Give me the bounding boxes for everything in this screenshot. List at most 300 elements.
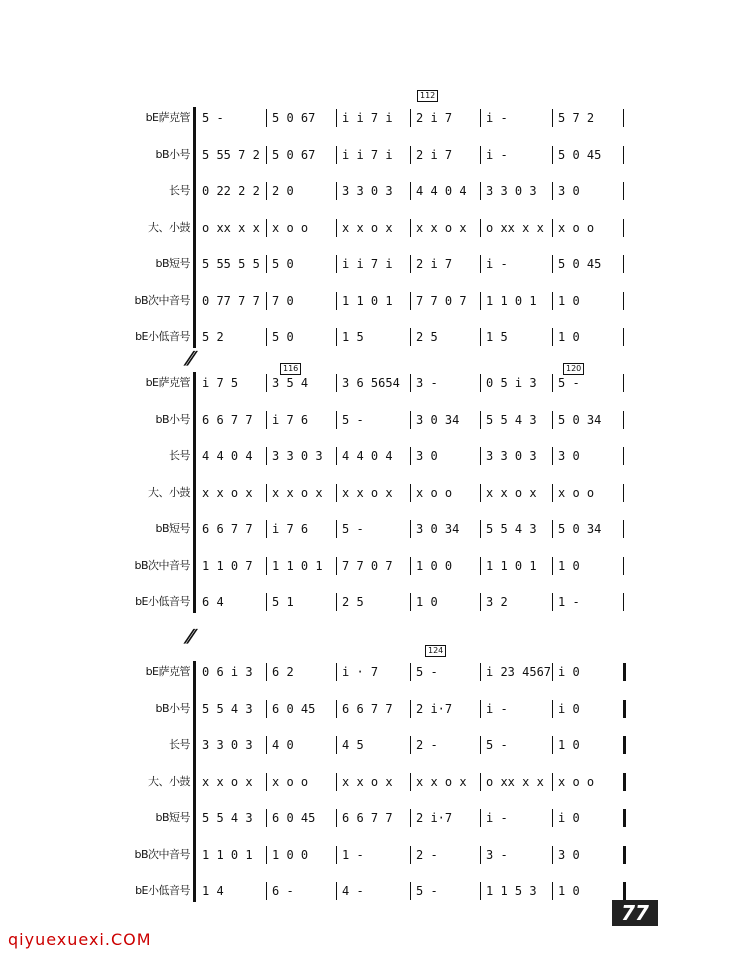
barline [480,484,481,502]
barline [623,255,624,273]
measure-notation: 1 4 [202,884,224,898]
barline [552,182,553,200]
barline [336,593,337,611]
section-break-mark: // [182,626,195,647]
measure-notation: 0 22 2 2 [202,184,260,198]
barline [552,447,553,465]
measure-notation: 1 - [342,847,364,862]
measure-notation: 6 6 7 7 [202,412,253,427]
measure-notation: 2 5 [342,595,364,609]
instrument-label: 大、小鼓 [148,774,190,788]
instrument-label: bE萨克管 [145,665,190,678]
barline [480,109,481,127]
barline [480,292,481,310]
measure-notation: x o o [558,485,595,500]
barline [410,663,411,681]
barline [410,328,411,346]
instrument-row [0,551,750,581]
measure-notation: 5 7 2 [558,111,595,125]
barline [266,557,267,575]
barline [410,447,411,465]
barline [623,557,624,575]
barline [336,328,337,346]
barline [266,882,267,900]
barline [552,328,553,346]
barline [266,109,267,127]
measure-notation: 5 0 67 [272,111,316,125]
measure-notation: 2 i 7 [416,257,453,271]
measure-notation: 6 2 [272,665,294,679]
measure-notation: 5 55 5 5 [202,257,260,271]
watermark: qiyuexuexi.COM [8,930,152,949]
barline [623,411,624,429]
measure-notation: 5 5 4 3 [202,701,253,716]
measure-notation: 1 0 0 [416,558,453,573]
barline [410,411,411,429]
measure-notation: i 7 6 [272,412,309,427]
barline [623,663,626,681]
instrument-label: 大、小鼓 [148,485,190,499]
instrument-label: 长号 [169,738,190,751]
instrument-label: 大、小鼓 [148,220,190,234]
barline [552,146,553,164]
instrument-row [0,694,750,724]
barline [266,809,267,827]
barline [623,520,624,538]
measure-notation: 5 0 45 [558,147,602,162]
measure-notation: i 0 [558,701,580,716]
barline [336,447,337,465]
measure-notation: 2 - [416,847,438,862]
barline [410,146,411,164]
barline [623,700,626,718]
measure-notation: 6 6 7 7 [342,701,393,716]
barline [623,109,624,127]
barline [336,736,337,754]
instrument-row [0,405,750,435]
measure-notation: 2 0 [272,184,294,198]
barline [552,846,553,864]
measure-notation: 2 i 7 [416,111,453,125]
barline [410,292,411,310]
barline [552,411,553,429]
measure-notation: 5 5 4 3 [486,522,537,536]
measure-notation: x x o x [202,774,253,789]
barline [480,219,481,237]
barline [336,219,337,237]
measure-notation: 1 1 0 1 [486,558,537,573]
barline [480,182,481,200]
barline [623,447,624,465]
measure-notation: x o o [558,774,595,789]
barline [552,882,553,900]
measure-notation: 3 3 0 3 [486,184,537,198]
barline [336,846,337,864]
barline [480,374,481,392]
barline [266,520,267,538]
measure-notation: 5 - [486,738,508,752]
measure-notation: x o o [416,485,453,500]
instrument-label: bB次中音号 [134,558,190,572]
barline [623,736,626,754]
barline [336,484,337,502]
barline [552,374,553,392]
measure-notation: o xx x x [486,220,544,235]
barline [552,520,553,538]
instrument-row [0,876,750,906]
barline [480,773,481,791]
measure-notation: 7 7 0 7 [416,293,467,308]
measure-notation: 5 0 45 [558,257,602,271]
barline [336,255,337,273]
measure-notation: 3 5 4 [272,376,309,390]
instrument-row [0,103,750,133]
measure-notation: 5 - [416,665,438,679]
instrument-row [0,657,750,687]
barline [410,484,411,502]
rehearsal-mark: 124 [425,645,446,657]
barline [266,374,267,392]
measure-notation: 1 0 [558,558,580,573]
measure-notation: 7 7 0 7 [342,558,393,573]
barline [410,520,411,538]
barline [336,374,337,392]
measure-notation: 1 0 [558,293,580,308]
measure-notation: 3 3 0 3 [202,738,253,752]
instrument-row [0,322,750,352]
measure-notation: x x o x [416,774,467,789]
measure-notation: i - [486,147,508,162]
instrument-label: bB小号 [155,412,190,426]
barline [623,809,626,827]
instrument-label: bB小号 [155,147,190,161]
barline [480,520,481,538]
instrument-label: bB次中音号 [134,847,190,861]
measure-notation: x o o [272,220,309,235]
barline [266,182,267,200]
barline [410,736,411,754]
measure-notation: i - [486,811,508,825]
barline [336,109,337,127]
measure-notation: 5 2 [202,330,224,344]
instrument-label: bB小号 [155,701,190,715]
barline [336,146,337,164]
barline [623,219,624,237]
measure-notation: x x o x [202,485,253,500]
measure-notation: 4 4 0 4 [342,449,393,463]
barline [552,809,553,827]
measure-notation: 5 0 67 [272,147,316,162]
instrument-row [0,213,750,243]
measure-notation: 4 4 0 4 [202,449,253,463]
barline [480,846,481,864]
section-break-mark: // [182,348,195,369]
barline [623,146,624,164]
barline [266,846,267,864]
measure-notation: 5 0 34 [558,412,602,427]
measure-notation: 5 - [558,376,580,390]
measure-notation: 1 0 [416,595,438,609]
barline [480,663,481,681]
barline [336,411,337,429]
barline [480,255,481,273]
barline [410,219,411,237]
barline [410,700,411,718]
measure-notation: 4 0 [272,738,294,752]
instrument-row [0,176,750,206]
measure-notation: 5 - [342,522,364,536]
measure-notation: 7 0 [272,293,294,308]
instrument-row [0,249,750,279]
measure-notation: 4 - [342,884,364,898]
barline [410,846,411,864]
measure-notation: 5 - [202,111,224,125]
barline [410,773,411,791]
measure-notation: 1 1 5 3 [486,884,537,898]
measure-notation: 0 77 7 7 [202,293,260,308]
measure-notation: 1 5 [342,330,364,344]
barline [410,882,411,900]
barline [480,736,481,754]
barline [623,328,624,346]
instrument-label: bB短号 [155,811,190,824]
barline [410,109,411,127]
rehearsal-mark: 120 [563,363,584,375]
barline [266,146,267,164]
measure-notation: 3 0 [558,847,580,862]
barline [266,255,267,273]
instrument-row [0,803,750,833]
measure-notation: 1 5 [486,330,508,344]
measure-notation: 6 0 45 [272,701,316,716]
measure-notation: 1 1 0 1 [202,847,253,862]
measure-notation: 3 0 [416,449,438,463]
measure-notation: 3 - [416,376,438,390]
barline [480,447,481,465]
instrument-label: bE小低音号 [135,884,190,897]
barline [623,374,624,392]
barline [552,292,553,310]
barline [336,663,337,681]
instrument-label: bE萨克管 [145,376,190,389]
measure-notation: i 7 5 [202,376,239,390]
barline [552,484,553,502]
measure-notation: 3 - [486,847,508,862]
instrument-row [0,840,750,870]
measure-notation: 2 - [416,738,438,752]
measure-notation: 3 3 0 3 [486,449,537,463]
instrument-row [0,730,750,760]
measure-notation: 6 - [272,884,294,898]
instrument-row [0,286,750,316]
measure-notation: 5 0 [272,330,294,344]
measure-notation: 6 6 7 7 [342,811,393,825]
barline [552,663,553,681]
instrument-row [0,514,750,544]
barline [552,557,553,575]
page-number: 77 [612,900,658,926]
measure-notation: 1 0 [558,884,580,898]
measure-notation: x x o x [416,220,467,235]
measure-notation: 3 0 34 [416,522,460,536]
barline [480,700,481,718]
instrument-row [0,587,750,617]
instrument-label: bE萨克管 [145,111,190,124]
barline [552,700,553,718]
barline [623,773,626,791]
measure-notation: 5 - [342,412,364,427]
measure-notation: i i 7 i [342,257,393,271]
barline [336,882,337,900]
barline [623,484,624,502]
barline [623,292,624,310]
barline [552,109,553,127]
barline [266,219,267,237]
measure-notation: x x o x [272,485,323,500]
measure-notation: 2 i·7 [416,701,453,716]
instrument-row [0,368,750,398]
barline [410,255,411,273]
instrument-label: 长号 [169,449,190,462]
measure-notation: x x o x [342,774,393,789]
rehearsal-mark: 116 [280,363,301,375]
barline [552,219,553,237]
barline [552,593,553,611]
measure-notation: i - [486,257,508,271]
barline [336,182,337,200]
instrument-row [0,441,750,471]
barline [480,328,481,346]
barline [336,773,337,791]
measure-notation: 3 0 [558,449,580,463]
instrument-label: 长号 [169,184,190,197]
measure-notation: 0 5 i 3 [486,376,537,390]
barline [266,447,267,465]
barline [410,557,411,575]
barline [266,292,267,310]
barline [480,593,481,611]
barline [552,255,553,273]
barline [266,700,267,718]
barline [410,593,411,611]
barline [480,411,481,429]
measure-notation: x x o x [486,485,537,500]
barline [480,809,481,827]
measure-notation: 5 1 [272,595,294,609]
measure-notation: x x o x [342,485,393,500]
measure-notation: 4 5 [342,738,364,752]
measure-notation: 3 0 [558,184,580,198]
measure-notation: x x o x [342,220,393,235]
barline [266,736,267,754]
instrument-row [0,140,750,170]
measure-notation: 6 6 7 7 [202,522,253,536]
instrument-label: bE小低音号 [135,330,190,343]
measure-notation: i - [486,111,508,125]
measure-notation: x o o [558,220,595,235]
barline [336,809,337,827]
instrument-label: bB短号 [155,522,190,535]
barline [266,593,267,611]
instrument-row [0,767,750,797]
measure-notation: i 7 6 [272,522,309,536]
measure-notation: o xx x x [486,774,544,789]
barline [266,484,267,502]
measure-notation: i - [486,701,508,716]
barline [410,374,411,392]
barline [266,411,267,429]
measure-notation: 1 0 [558,330,580,344]
measure-notation: 6 0 45 [272,811,316,825]
instrument-row [0,478,750,508]
measure-notation: x o o [272,774,309,789]
measure-notation: 4 4 0 4 [416,184,467,198]
measure-notation: 0 6 i 3 [202,665,253,679]
measure-notation: 5 0 34 [558,522,602,536]
measure-notation: 1 1 0 1 [342,293,393,308]
rehearsal-mark: 112 [417,90,438,102]
measure-notation: i i 7 i [342,111,393,125]
measure-notation: 5 0 [272,257,294,271]
measure-notation: o xx x x [202,220,260,235]
barline [336,520,337,538]
measure-notation: 1 0 0 [272,847,309,862]
barline [480,146,481,164]
barline [623,882,626,900]
barline [480,557,481,575]
measure-notation: 3 0 34 [416,412,460,427]
measure-notation: 3 3 0 3 [272,449,323,463]
barline [410,809,411,827]
measure-notation: 6 4 [202,595,224,609]
barline [336,700,337,718]
measure-notation: 1 1 0 1 [486,293,537,308]
measure-notation: i · 7 [342,665,379,679]
barline [552,773,553,791]
barline [552,736,553,754]
measure-notation: 3 6 5654 [342,376,400,390]
measure-notation: 2 i·7 [416,811,453,825]
barline [623,182,624,200]
measure-notation: 5 55 7 2 [202,147,260,162]
barline [410,182,411,200]
instrument-label: bE小低音号 [135,595,190,608]
barline [480,882,481,900]
measure-notation: 2 i 7 [416,147,453,162]
barline [266,663,267,681]
measure-notation: 5 5 4 3 [202,811,253,825]
measure-notation: 1 0 [558,738,580,752]
measure-notation: i 0 [558,665,580,679]
measure-notation: 5 5 4 3 [486,412,537,427]
barline [623,593,624,611]
barline [266,328,267,346]
measure-notation: 1 - [558,595,580,609]
barline [336,292,337,310]
measure-notation: i 23 4567 [486,665,552,679]
measure-notation: i 0 [558,811,580,825]
barline [266,773,267,791]
measure-notation: 5 - [416,884,438,898]
barline [336,557,337,575]
instrument-label: bB次中音号 [134,293,190,307]
instrument-label: bB短号 [155,257,190,270]
barline [623,846,626,864]
measure-notation: 2 5 [416,330,438,344]
measure-notation: 1 1 0 7 [202,558,253,573]
measure-notation: 3 2 [486,595,508,609]
measure-notation: 3 3 0 3 [342,184,393,198]
